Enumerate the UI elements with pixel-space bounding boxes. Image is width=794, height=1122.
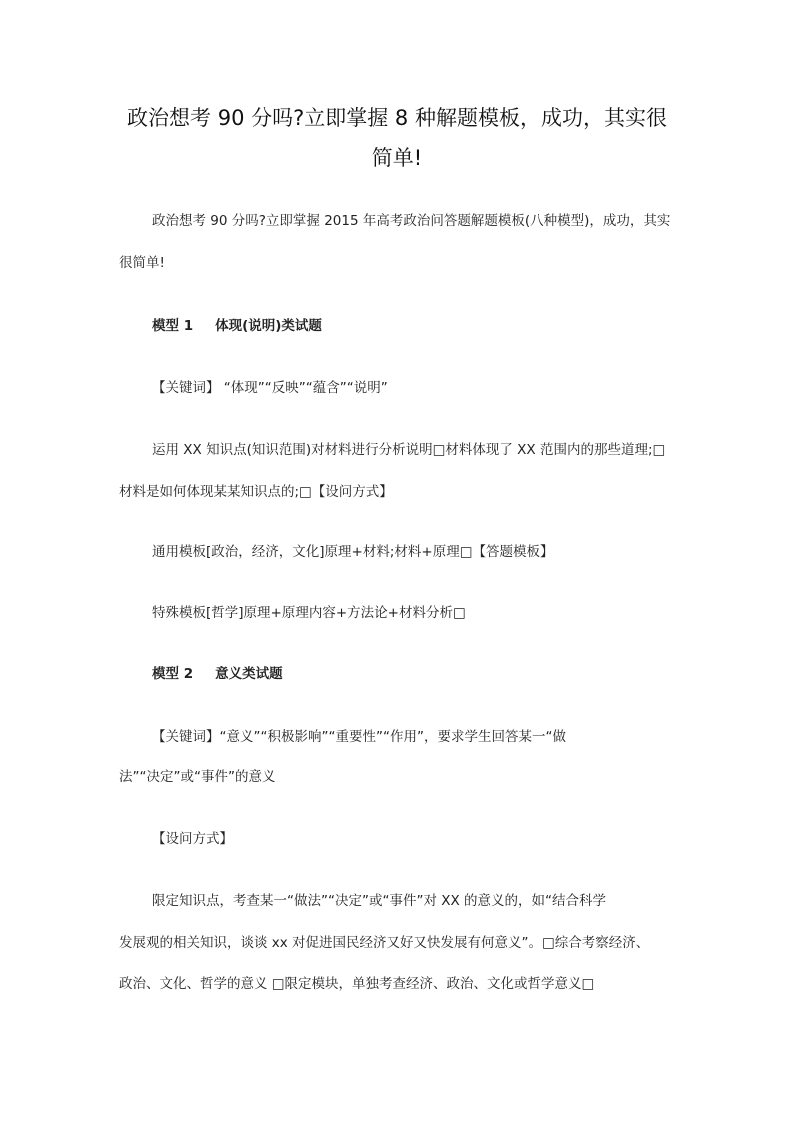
model-1-keywords: 【关键词】 “体现”“反映”“蕴含”“说明” <box>152 380 388 396</box>
model-2-text-line-3: 政治、文化、哲学的意义 □限定模块，单独考查经济、政治、文化或哲学意义□ <box>119 976 595 992</box>
model-2-keywords-line-2: 法”“决定”或“事件”的意义 <box>119 769 276 785</box>
model-1-heading <box>152 316 322 336</box>
model-2-question-mode: 【设问方式】 <box>152 831 233 847</box>
model-2-title: 意义类试题 <box>215 666 283 682</box>
intro-paragraph-line-1: 政治想考 90 分吗?立即掌握 2015 年高考政治问答题解题模板(八种模型)，成功，其实 <box>152 213 671 229</box>
model-1-title: 体现(说明)类试题 <box>215 318 322 334</box>
model-1-label: 模型 1 <box>152 318 194 334</box>
model-1-general-template: 通用模板[政治，经济，文化]原理+材料;材料+原理□【答题模板】 <box>152 544 554 560</box>
model-2-keywords-line-1: 【关键词】“意义”“积极影响”“重要性”“作用”，要求学生回答某一“做 <box>152 729 566 745</box>
model-1-special-template: 特殊模板[哲学]原理+原理内容+方法论+材料分析□ <box>152 605 466 621</box>
document-title-line-2: 简单! <box>371 146 423 170</box>
model-1-text-line-2: 材料是如何体现某某知识点的;□【设问方式】 <box>119 484 393 500</box>
model-2-label: 模型 2 <box>152 666 194 682</box>
model-1-text-line-1: 运用 XX 知识点(知识范围)对材料进行分析说明□材料体现了 XX 范围内的那些道理;□ <box>152 442 666 458</box>
model-2-text-line-1: 限定知识点，考查某一“做法”“决定”或“事件”对 XX 的意义的，如“结合科学 <box>152 893 607 909</box>
model-2-text-line-2: 发展观的相关知识，谈谈 xx 对促进国民经济又好又快发展有何意义”。□综合考察经济、 <box>119 935 650 951</box>
model-2-heading <box>152 664 283 684</box>
document-title-line-1: 政治想考 90 分吗?立即掌握 8 种解题模板，成功，其实很 <box>127 106 667 130</box>
intro-paragraph-line-2: 很简单! <box>119 255 165 271</box>
